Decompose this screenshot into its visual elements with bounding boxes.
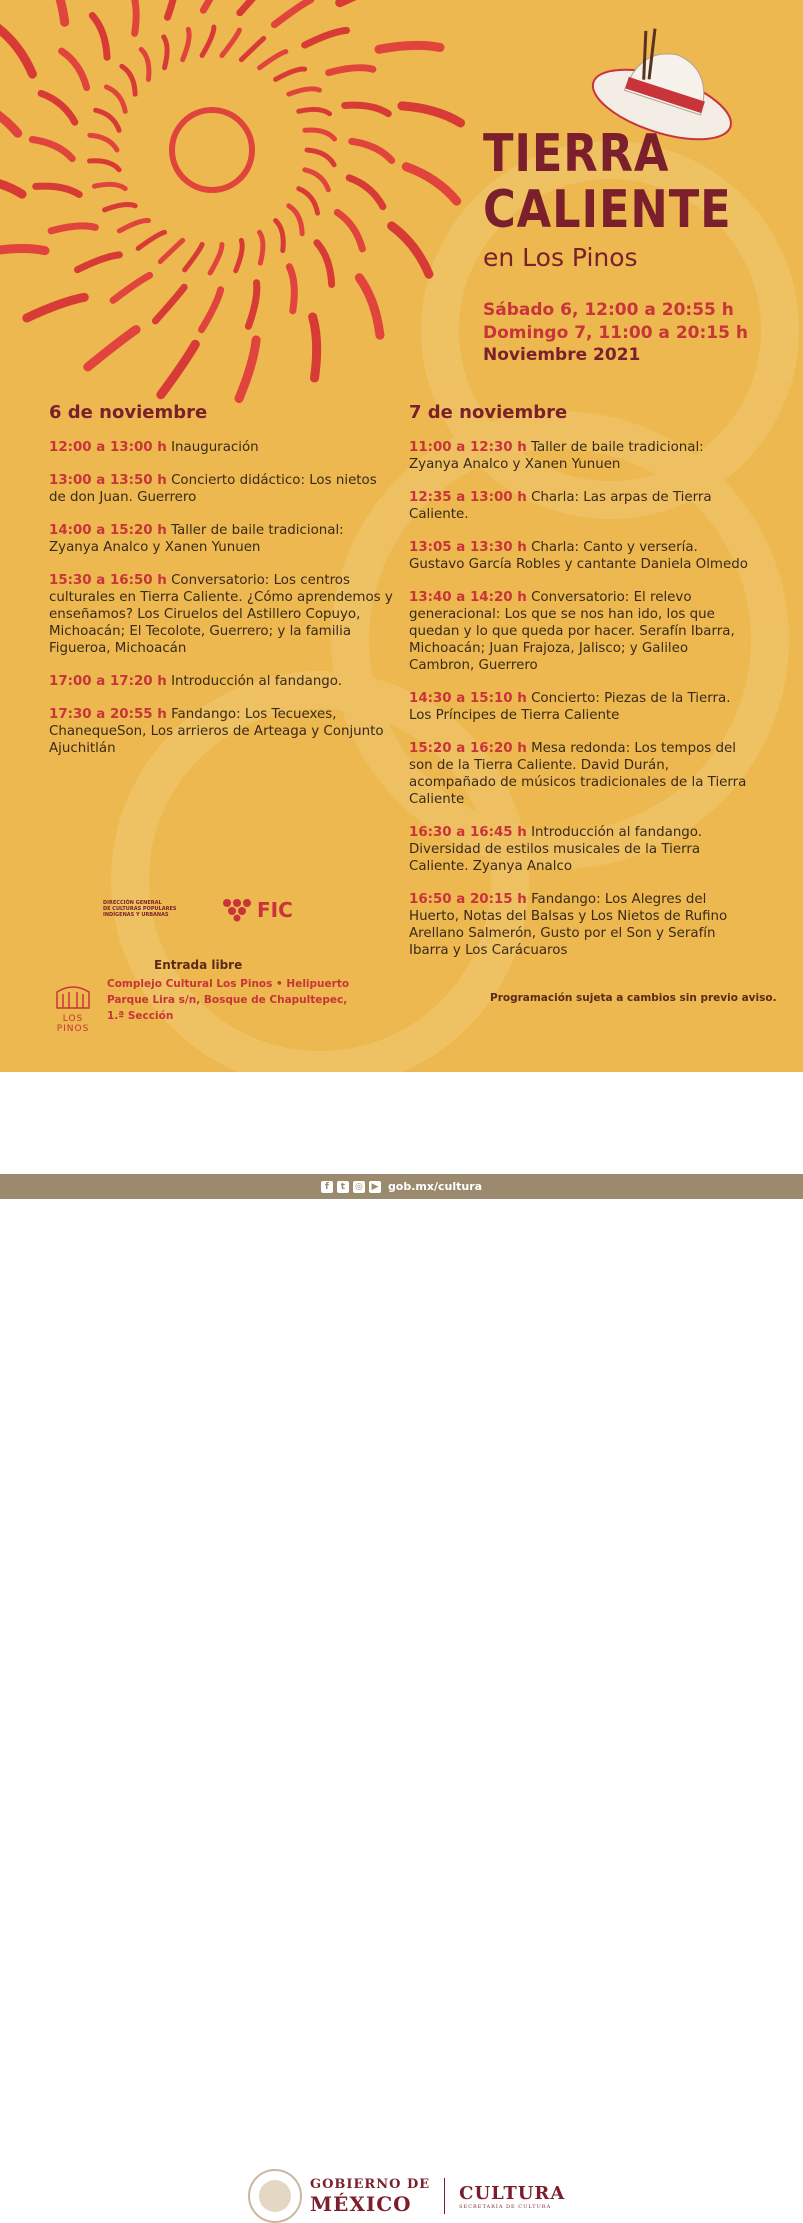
event-text: Conversatorio: El relevo generacional: Los que se nos han ido, los que quedan y lo que queda por hacer. Serafín Ibarra, Michoacán; Juan Frajoza, Jalisco; y Galileo Cambron, Guerrero	[409, 590, 735, 673]
event-time: 13:40 a 14:20 h	[409, 590, 527, 605]
event-item	[409, 740, 754, 808]
title-line-2: CALIENTE	[483, 180, 732, 240]
event-item	[409, 589, 754, 674]
event-time: 17:00 a 17:20 h	[49, 674, 167, 689]
event-text: Mesa redonda: Los tempos del son de la Tierra Caliente. David Durán, acompañado de músicos tradicionales de la Tierra Caliente	[409, 741, 747, 807]
cultura-logo	[459, 2183, 565, 2210]
fic-label: FIC	[257, 898, 293, 922]
mexico-label: MÉXICO	[310, 2191, 412, 2216]
event-time: 15:30 a 16:50 h	[49, 573, 167, 588]
event-item	[49, 572, 394, 657]
divider	[444, 2178, 445, 2214]
secretaria-label: SECRETARÍA DE CULTURA	[459, 2203, 552, 2210]
entrada-libre: Entrada libre	[154, 958, 243, 972]
event-time: 11:00 a 12:30 h	[409, 440, 527, 455]
los-pinos-building-icon	[53, 982, 93, 1010]
event-text: Conversatorio: Los centros culturales en Tierra Caliente. ¿Cómo aprendemos y enseñamos? Los Ciruelos del Astillero Copuyo, Michoacán; El Tecolote, Guerrero; y la familia Figueroa, Michoacán	[49, 573, 393, 656]
event-text: Concierto: Piezas de la Tierra. Los Príncipes de Tierra Caliente	[409, 691, 731, 723]
event-item	[409, 891, 754, 959]
youtube-icon[interactable]: ▶	[369, 1181, 381, 1193]
event-item	[49, 522, 394, 556]
fic-logo-icon	[221, 898, 255, 922]
gobierno-label: GOBIERNO DE	[310, 2176, 431, 2192]
social-bar	[0, 1174, 803, 1199]
event-time: 15:20 a 16:20 h	[409, 741, 527, 756]
twitter-icon[interactable]: t	[337, 1181, 349, 1193]
day-2-heading: 7 de noviembre	[409, 402, 568, 423]
fic-logo	[221, 898, 293, 922]
event-item	[409, 690, 754, 724]
event-item	[409, 539, 754, 573]
event-time: 14:00 a 15:20 h	[49, 523, 167, 538]
instagram-icon[interactable]: ◎	[353, 1181, 365, 1193]
event-text: Fandango: Los Alegres del Huerto, Notas del Balsas y Los Nietos de Rufino Arellano Salmerón, Gusto por el Son y Serafín Ibarra y Los Carácuaros	[409, 892, 728, 958]
cultura-label: CULTURA	[459, 2182, 566, 2204]
event-text: Fandango: Los Tecuexes, ChanequeSon, Los arrieros de Arteaga y Conjunto Ajuchitlán	[49, 707, 384, 756]
event-text: Taller de baile tradicional: Zyanya Analco y Xanen Yunuen	[49, 523, 344, 555]
date-month: Noviembre 2021	[483, 345, 641, 365]
event-time: 13:00 a 13:50 h	[49, 473, 167, 488]
facebook-icon[interactable]: f	[321, 1181, 333, 1193]
website-link[interactable]: gob.mx/cultura	[387, 1180, 483, 1193]
event-item	[49, 673, 394, 690]
event-text: Charla: Las arpas de Tierra Caliente.	[409, 490, 712, 522]
event-text: Inauguración	[166, 440, 259, 455]
event-time: 13:05 a 13:30 h	[409, 540, 527, 555]
schedule-day-1	[49, 402, 394, 773]
date-saturday: Sábado 6, 12:00 a 20:55 h	[483, 300, 734, 320]
national-seal-icon	[248, 2169, 302, 2223]
event-item	[409, 439, 754, 473]
dgc-logo: DIRECCIÓN GENERAL DE CULTURAS POPULARES INDÍGENAS Y URBANAS	[103, 900, 177, 918]
schedule-day-2	[409, 402, 754, 975]
event-item	[49, 439, 394, 456]
event-text: Introducción al fandango.	[166, 674, 343, 689]
gobierno-logo	[248, 2169, 565, 2223]
event-time: 16:30 a 16:45 h	[409, 825, 527, 840]
title-line-1: TIERRA	[483, 124, 670, 184]
event-time: 17:30 a 20:55 h	[49, 707, 167, 722]
event-text: Concierto didáctico: Los nietos de don Juan. Guerrero	[49, 473, 377, 505]
event-time: 14:30 a 15:10 h	[409, 691, 527, 706]
event-item	[49, 706, 394, 757]
event-text: Charla: Canto y versería. Gustavo García Robles y cantante Daniela Olmedo	[409, 540, 748, 572]
event-time: 12:35 a 13:00 h	[409, 490, 527, 505]
event-item	[409, 489, 754, 523]
date-sunday: Domingo 7, 11:00 a 20:15 h	[483, 323, 748, 343]
event-item	[49, 472, 394, 506]
los-pinos-label: LOS PINOS	[56, 1014, 90, 1034]
event-time: 16:50 a 20:15 h	[409, 892, 527, 907]
day-1-heading: 6 de noviembre	[49, 402, 208, 423]
event-text: Taller de baile tradicional: Zyanya Analco y Xanen Yunuen	[409, 440, 704, 472]
event-time: 12:00 a 13:00 h	[49, 440, 167, 455]
disclaimer: Programación sujeta a cambios sin previo aviso.	[490, 992, 777, 1004]
event-item	[409, 824, 754, 875]
subtitle: en Los Pinos	[483, 243, 638, 272]
los-pinos-logo	[48, 982, 98, 1034]
venue-address: Complejo Cultural Los Pinos • Helipuerto Parque Lira s/n, Bosque de Chapultepec, 1.ª Sección	[107, 978, 350, 1022]
event-text: Introducción al fandango. Diversidad de estilos musicales de la Tierra Caliente. Zyanya Analco	[409, 825, 703, 874]
sun-motif-icon	[0, 0, 461, 399]
